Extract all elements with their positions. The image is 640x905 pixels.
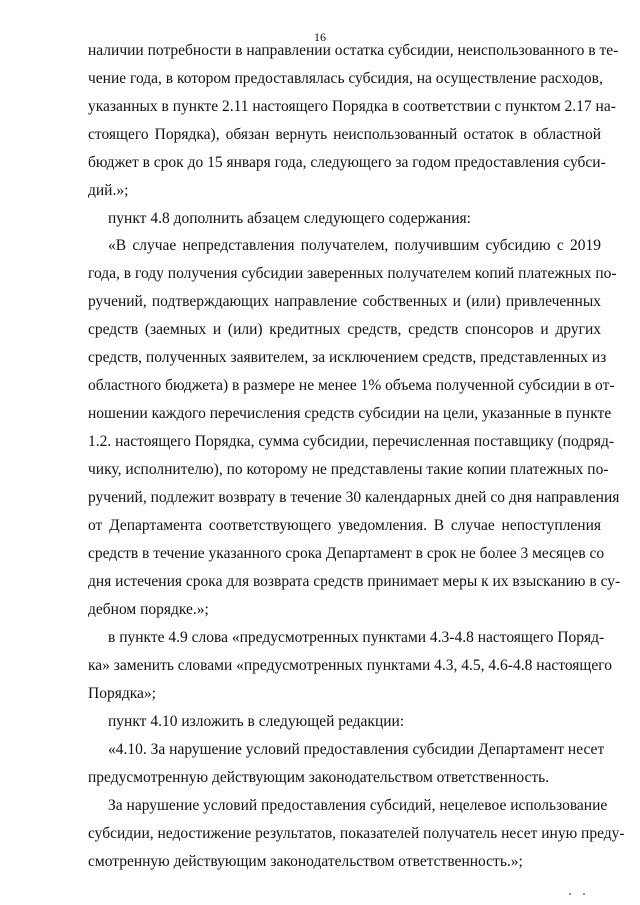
text-line: дий.»; [88,182,129,199]
text-line: смотренную действующим законодательством ответственность.»; [88,853,523,870]
text-line: предусмотренную действующим законодательством ответственность. [88,769,550,786]
text-line: стоящего Порядка), обязан вернуть неиспользованный остаток в областной [88,126,601,143]
text-line: 1.2. настоящего Порядка, сумма субсидии, перечисленная поставщику (подряд- [88,433,615,450]
text-line: дня истечения срока для возврата средств принимает меры к их взысканию в су- [88,573,621,590]
text-line: наличии потребности в направлении остатка субсидии, неиспользованного в те- [88,42,619,59]
text-line: бюджет в срок до 15 января года, следующего за годом предоставления субси- [88,154,606,171]
text-line: субсидии, недостижение результатов, показателей получатель несет иную преду- [88,825,625,842]
text-line: пункт 4.8 дополнить абзацем следующего содержания: [108,210,471,227]
text-line: года, в году получения субсидии заверенных получателем копий платежных по- [88,265,617,282]
text-line: Порядка»; [88,685,156,702]
text-line: дебном порядке.»; [88,601,209,618]
text-line: указанных в пункте 2.11 настоящего Порядка в соответствии с пунктом 2.17 на- [88,98,616,115]
text-line: чику, исполнителю), по которому не представлены такие копии платежных по- [88,461,609,478]
text-line: чение года, в котором предоставлялась субсидия, на осуществление расходов, [88,70,603,87]
text-line: ношении каждого перечисления средств субсидии на цели, указанные в пункте [88,405,612,422]
text-line: ка» заменить словами «предусмотренных пунктами 4.3, 4.5, 4.6-4.8 настоящего [88,657,612,674]
text-line: «4.10. За нарушение условий предоставления субсидии Департамент несет [108,741,605,758]
scan-speck [583,893,585,895]
text-line: «В случае непредставления получателем, получившим субсидию с 2019 [108,237,601,254]
text-line: от Департамента соответствующего уведомления. В случае непоступления [88,517,601,534]
text-line: средств, полученных заявителем, за исключением средств, представленных из [88,349,607,366]
text-line: средств в течение указанного срока Департамент в срок не более 3 месяцев со [88,545,605,562]
page-number: 16 [314,30,326,44]
text-line: пункт 4.10 изложить в следующей редакции: [108,713,405,730]
text-line: средств (заемных и (или) кредитных средств, средств спонсоров и других [88,321,601,338]
text-line: областного бюджета) в размере не менее 1% объема полученной субсидии в от- [88,377,615,394]
text-line: ручений, подтверждающих направление собственных и (или) привлеченных [88,293,601,310]
text-line: ручений, подлежит возврату в течение 30 календарных дней со дня направления [88,489,620,506]
text-line: За нарушение условий предоставления субсидий, нецелевое использование [108,797,608,814]
scan-speck [569,893,571,895]
text-line: в пункте 4.9 слова «предусмотренных пунктами 4.3-4.8 настоящего Поряд- [108,629,605,646]
